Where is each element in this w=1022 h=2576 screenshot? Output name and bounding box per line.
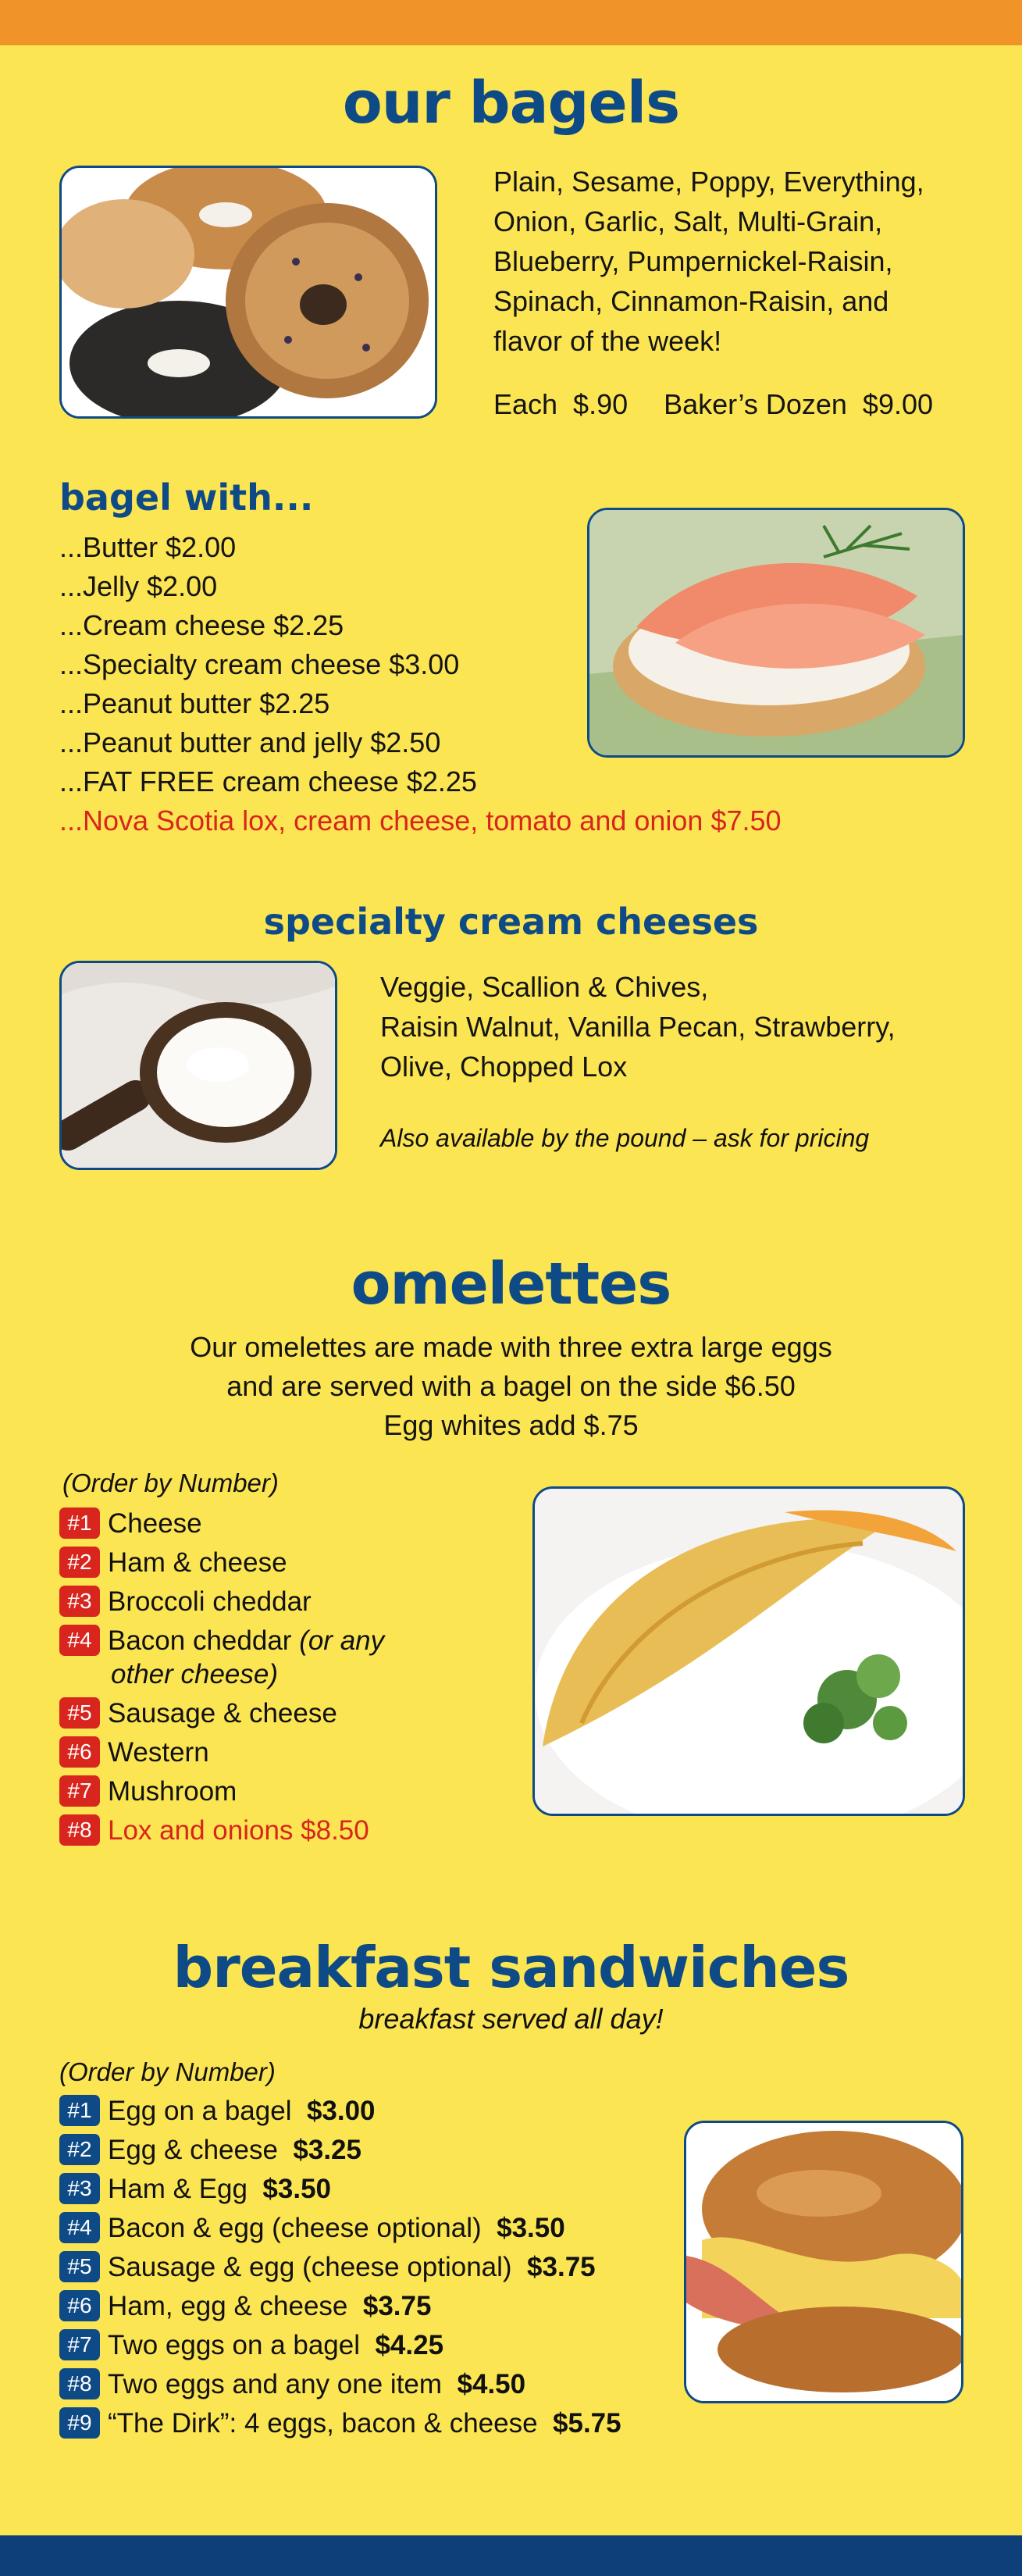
omelette-number-badge: #1 <box>59 1507 100 1539</box>
omelette-item <box>59 1582 384 1622</box>
bagel-with-item: ...Jelly $2.00 <box>59 570 218 602</box>
breakfast-name: Ham & Egg <box>108 2174 247 2204</box>
omelette-note-cont: other cheese) <box>111 1658 279 1689</box>
breakfast-price: $3.50 <box>262 2174 332 2204</box>
omelette-photo-icon <box>535 1489 963 1814</box>
breakfast-item <box>59 2404 621 2443</box>
breakfast-price: $4.25 <box>375 2330 444 2360</box>
bagel-with-item: ...Butter $2.00 <box>59 531 237 563</box>
bagel-with-item: ...FAT FREE cream cheese $2.25 <box>59 765 477 797</box>
breakfast-number-badge: #3 <box>59 2173 100 2204</box>
breakfast-item <box>59 2170 621 2209</box>
breakfast-number-badge: #7 <box>59 2329 100 2360</box>
omelette-name: Broccoli cheddar <box>108 1586 312 1617</box>
omelette-name: Cheese <box>108 1508 202 1539</box>
cream-cheese-photo-icon <box>62 963 335 1168</box>
omelette-item <box>59 1811 384 1850</box>
omelette-item <box>59 1543 384 1582</box>
omelettes-list <box>59 1504 384 1850</box>
breakfast-order-note: (Order by Number) <box>59 2057 276 2086</box>
bagel-dozen-price: Baker’s Dozen $9.00 <box>664 388 934 420</box>
omelettes-desc-line: Egg whites add $.75 <box>383 1409 639 1441</box>
cream-cheese-photo <box>59 961 337 1170</box>
breakfast-name: Ham, egg & cheese <box>108 2291 348 2321</box>
breakfast-subtitle: breakfast served all day! <box>358 2003 664 2035</box>
omelette-item <box>59 1625 384 1691</box>
omelette-number-badge: #7 <box>59 1775 100 1807</box>
breakfast-price: $3.25 <box>293 2135 361 2165</box>
omelette-name: Mushroom <box>108 1775 237 1807</box>
bagel-prices <box>493 384 1009 424</box>
breakfast-name: Sausage & egg (cheese optional) <box>108 2252 512 2282</box>
omelette-number-badge: #6 <box>59 1736 100 1768</box>
breakfast-title: breakfast sandwiches <box>173 1935 849 2000</box>
breakfast-price: $3.75 <box>527 2252 596 2282</box>
omelettes-order-note: (Order by Number) <box>62 1468 279 1497</box>
breakfast-price: $3.50 <box>497 2213 565 2243</box>
omelette-name: Sausage & cheese <box>108 1697 337 1729</box>
omelette-name: Western <box>108 1736 209 1768</box>
bagel-flavor-line: Onion, Garlic, Salt, Multi-Grain, <box>493 205 883 237</box>
bagel-with-item: ...Peanut butter and jelly $2.50 <box>59 726 441 758</box>
top-orange-bar <box>0 0 1022 45</box>
bottom-blue-bar <box>0 2535 1022 2576</box>
omelettes-desc-line: Our omelettes are made with three extra large eggs <box>190 1331 832 1363</box>
breakfast-number-badge: #5 <box>59 2251 100 2282</box>
omelette-number-badge: #8 <box>59 1814 100 1846</box>
breakfast-name: Two eggs and any one item <box>108 2369 443 2399</box>
breakfast-sandwich-photo-icon <box>686 2123 961 2401</box>
omelette-note: (or any <box>299 1625 385 1656</box>
omelette-number-badge: #3 <box>59 1586 100 1617</box>
bagels-photo-icon <box>62 168 435 416</box>
specialty-flavor-line: Raisin Walnut, Vanilla Pecan, Strawberry, <box>380 1011 896 1043</box>
breakfast-name: Two eggs on a bagel <box>108 2330 361 2360</box>
breakfast-price: $3.75 <box>362 2291 432 2321</box>
breakfast-item <box>59 2287 621 2326</box>
bagel-each-price: Each $.90 <box>493 388 629 420</box>
omelette-number-badge: #2 <box>59 1547 100 1578</box>
omelette-photo <box>532 1486 965 1816</box>
bagel-with-featured-item: ...Nova Scotia lox, cream cheese, tomato and onion $7.50 <box>59 805 782 837</box>
breakfast-name: Egg on a bagel <box>108 2096 292 2126</box>
breakfast-name: “The Dirk”: 4 eggs, bacon & cheese <box>108 2408 538 2439</box>
breakfast-price: $5.75 <box>553 2408 621 2439</box>
breakfast-number-badge: #4 <box>59 2212 100 2243</box>
omelettes-desc-line: and are served with a bagel on the side $6.50 <box>226 1370 796 1402</box>
breakfast-item <box>59 2131 621 2170</box>
breakfast-item <box>59 2092 621 2131</box>
omelette-number-badge: #4 <box>59 1625 100 1656</box>
breakfast-number-badge: #6 <box>59 2290 100 2321</box>
bagel-flavor-line: flavor of the week! <box>493 325 722 357</box>
bagel-with-item: ...Specialty cream cheese $3.00 <box>59 648 460 680</box>
bagel-flavors <box>493 162 993 361</box>
bagel-flavor-line: Plain, Sesame, Poppy, Everything, <box>493 166 924 198</box>
breakfast-item <box>59 2326 621 2365</box>
omelette-item <box>59 1694 384 1733</box>
omelettes-title: omelettes <box>351 1251 671 1318</box>
specialty-flavor-line: Veggie, Scallion & Chives, <box>380 971 709 1003</box>
omelette-name: Ham & cheese <box>108 1547 287 1578</box>
breakfast-item <box>59 2209 621 2248</box>
specialty-flavor-line: Olive, Chopped Lox <box>380 1051 628 1083</box>
omelette-item <box>59 1504 384 1543</box>
bagel-with-list <box>59 528 981 840</box>
omelette-item <box>59 1772 384 1811</box>
breakfast-number-badge: #8 <box>59 2368 100 2399</box>
omelettes-desc <box>0 1328 1022 1445</box>
specialty-title: specialty cream cheeses <box>263 901 759 943</box>
specialty-note: Also available by the pound – ask for pricing <box>380 1124 870 1152</box>
bagel-with-title: bagel with... <box>59 476 314 519</box>
breakfast-price: $3.00 <box>306 2096 376 2126</box>
bagel-with-item: ...Peanut butter $2.25 <box>59 687 330 719</box>
breakfast-name: Egg & cheese <box>108 2135 278 2165</box>
breakfast-name: Bacon & egg (cheese optional) <box>108 2213 482 2243</box>
breakfast-price: $4.50 <box>457 2369 526 2399</box>
breakfast-list <box>59 2092 621 2443</box>
omelette-name: Bacon cheddar <box>108 1625 292 1656</box>
specialty-flavors <box>380 967 1005 1086</box>
breakfast-item <box>59 2248 621 2287</box>
omelette-name: Lox and onions $8.50 <box>108 1814 369 1846</box>
bagel-flavor-line: Blueberry, Pumpernickel-Raisin, <box>493 245 893 277</box>
bagel-flavor-line: Spinach, Cinnamon-Raisin, and <box>493 285 889 317</box>
breakfast-number-badge: #2 <box>59 2134 100 2165</box>
bagels-photo <box>59 166 437 419</box>
omelette-item <box>59 1733 384 1772</box>
bagels-title: our bagels <box>342 70 680 137</box>
omelette-number-badge: #5 <box>59 1697 100 1729</box>
breakfast-number-badge: #9 <box>59 2407 100 2439</box>
breakfast-number-badge: #1 <box>59 2095 100 2126</box>
breakfast-sandwich-photo <box>684 2121 963 2403</box>
breakfast-item <box>59 2365 621 2404</box>
bagel-with-item: ...Cream cheese $2.25 <box>59 609 344 641</box>
